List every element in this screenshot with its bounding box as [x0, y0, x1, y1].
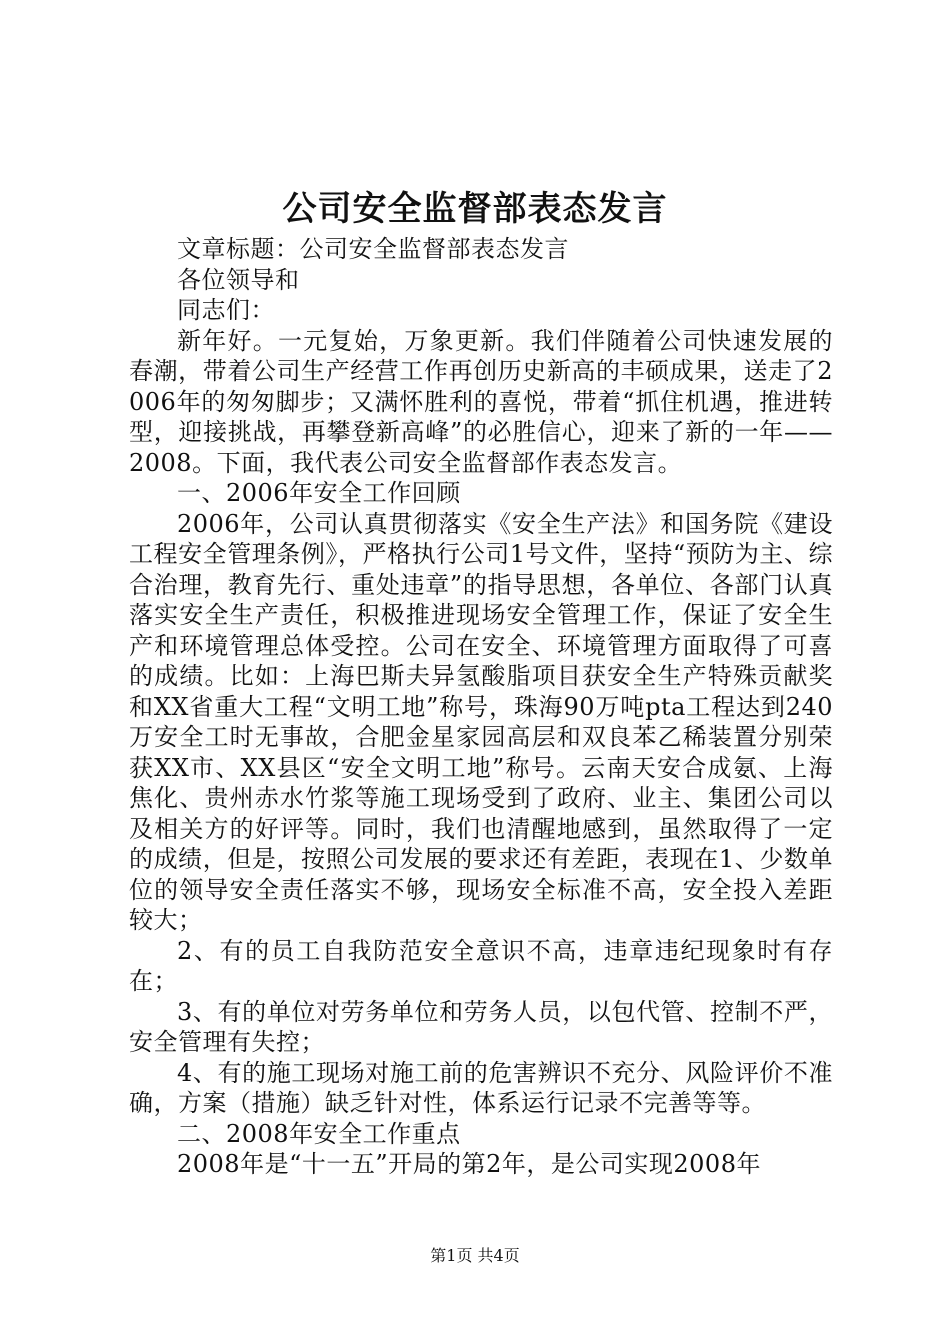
paragraph-issue-3: 3、有的单位对劳务单位和劳务人员，以包代管、控制不严，安全管理有失控；: [129, 997, 833, 1056]
paragraph-issue-4: 4、有的施工现场对施工前的危害辨识不充分、风险评价不准确，方案（措施）缺乏针对性，体系运行记录不完善等等。: [129, 1058, 833, 1117]
page-footer: 第1页 共4页: [430, 1246, 520, 1265]
document-body: [129, 234, 833, 1180]
paragraph-priorities: 2008年是“十一五”开局的第2年，是公司实现2008年: [177, 1150, 761, 1178]
section-heading-priorities: 二、2008年安全工作重点: [177, 1119, 461, 1148]
paragraph-salutation-1: 各位领导和: [177, 265, 300, 294]
section-heading-review: 一、2006年安全工作回顾: [177, 479, 461, 507]
paragraph-opening: 新年好。一元复始，万象更新。我们伴随着公司快速发展的春潮，带着公司生产经营工作再创历史新高的丰硕成果，送走了2006年的匆匆脚步；又满怀胜利的喜悦，带着“抓住机遇，推进转型，迎接挑战，再攀登新高峰”的必胜信心，迎来了新的一年——2008。下面，我代表公司安全监督部作表态发言。: [129, 326, 833, 477]
paragraph-salutation-2: 同志们：: [177, 296, 275, 324]
paragraph-article-title: 文章标题：公司安全监督部表态发言: [177, 235, 569, 263]
document-title: 公司安全监督部表态发言: [282, 189, 668, 229]
paragraph-issue-2: 2、有的员工自我防范安全意识不高，违章违纪现象时有存在；: [129, 936, 833, 995]
paragraph-review: 2006年，公司认真贯彻落实《安全生产法》和国务院《建设工程安全管理条例》，严格执行公司1号文件，坚持“预防为主、综合治理，教育先行、重处违章”的指导思想，各单位、各部门认真落实安全生产责任，积极推进现场安全管理工作，保证了安全生产和环境管理总体受控。公司在安全、环境管理方面取得了可喜的成绩。比如：上海巴斯夫异氢酸脂项目获安全生产特殊贡献奖和XX省重大工程“文明工地”称号，珠海90万吨pta工程达到240万安全工时无事故，合肥金星家园高层和双良苯乙稀装置分别荣获XX市、XX县区“安全文明工地”称号。云南天安合成氨、上海焦化、贵州赤水竹浆等施工现场受到了政府、业主、集团公司以及相关方的好评等。同时，我们也清醒地感到，虽然取得了一定的成绩，但是，按照公司发展的要求还有差距，表现在1、少数单位的领导安全责任落实不够，现场安全标准不高，安全投入差距较大；: [129, 509, 833, 934]
